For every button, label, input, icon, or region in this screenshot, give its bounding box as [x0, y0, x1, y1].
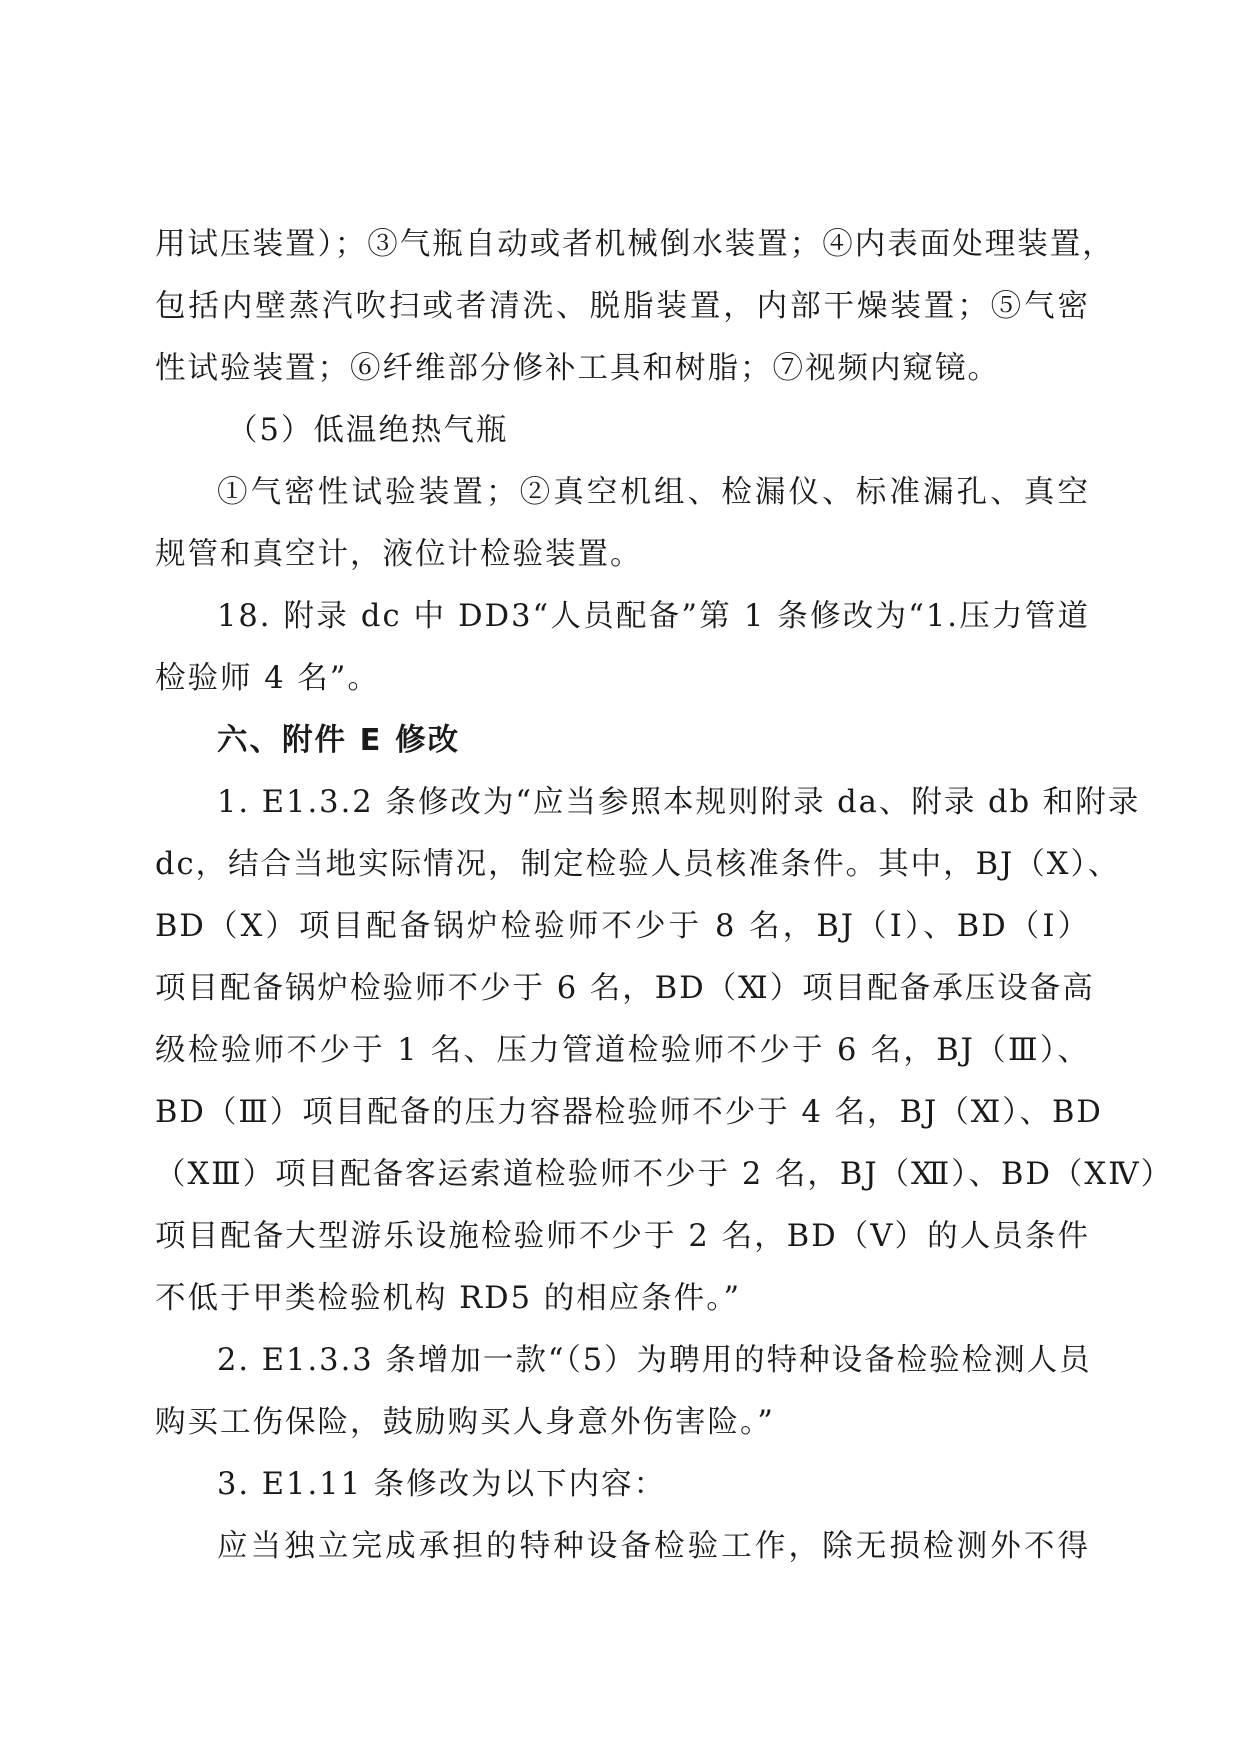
text-line: 级检验师不少于 1 名、压力管道检验师不少于 6 名，BJ（Ⅲ）、 [155, 1033, 1090, 1068]
text-line: 项目配备锅炉检验师不少于 6 名，BD（Ⅺ）项目配备承压设备高 [155, 971, 1095, 1006]
text-line: 3. E1.11 条修改为以下内容： [217, 1467, 667, 1502]
document-page [155, 214, 1174, 1578]
text-line: 不低于甲类检验机构 RD5 的相应条件。” [155, 1281, 742, 1316]
text-line: 项目配备大型游乐设施检验师不少于 2 名，BD（Ⅴ）的人员条件 [155, 1219, 1090, 1254]
text-line: BD（Ⅹ）项目配备锅炉检验师不少于 8 名，BJ（Ⅰ）、BD（Ⅰ） [155, 909, 1090, 944]
text-line: BD（Ⅲ）项目配备的压力容器检验师不少于 4 名，BJ（Ⅺ）、BD [155, 1095, 1103, 1130]
text-line: 1. E1.3.2 条修改为“应当参照本规则附录 da、附录 db 和附录 [217, 785, 1141, 820]
text-line: 检验师 4 名”。 [155, 661, 380, 696]
text-line: 规管和真空计，液位计检验装置。 [155, 537, 643, 572]
subsection-heading: （5）低温绝热气瓶 [227, 413, 509, 448]
text-line: 用试压装置）；③气瓶自动或者机械倒水装置；④内表面处理装置， [155, 227, 1115, 262]
text-line: 购买工伤保险，鼓励购买人身意外伤害险。” [155, 1405, 775, 1440]
text-line: 18. 附录 dc 中 DD3“人员配备”第 1 条修改为“1.压力管道 [217, 599, 1090, 634]
text-line: ①气密性试验装置；②真空机组、检漏仪、标准漏孔、真空 [217, 475, 1090, 510]
text-line: 2. E1.3.3 条增加一款“（5）为聘用的特种设备检验检测人员 [217, 1343, 1092, 1378]
text-line: 性试验装置；⑥纤维部分修补工具和树脂；⑦视频内窥镜。 [155, 351, 1000, 386]
text-line: 应当独立完成承担的特种设备检验工作，除无损检测外不得 [217, 1529, 1090, 1564]
text-line: （ⅩⅢ）项目配备客运索道检验师不少于 2 名，BJ（Ⅻ）、BD（ⅩⅣ） [155, 1157, 1174, 1192]
text-line: 包括内壁蒸汽吹扫或者清洗、脱脂装置，内部干燥装置；⑤气密 [155, 289, 1090, 324]
text-line: dc，结合当地实际情况，制定检验人员核准条件。其中，BJ（Ⅹ）、 [155, 847, 1121, 882]
section-heading: 六、附件 E 修改 [217, 723, 461, 758]
